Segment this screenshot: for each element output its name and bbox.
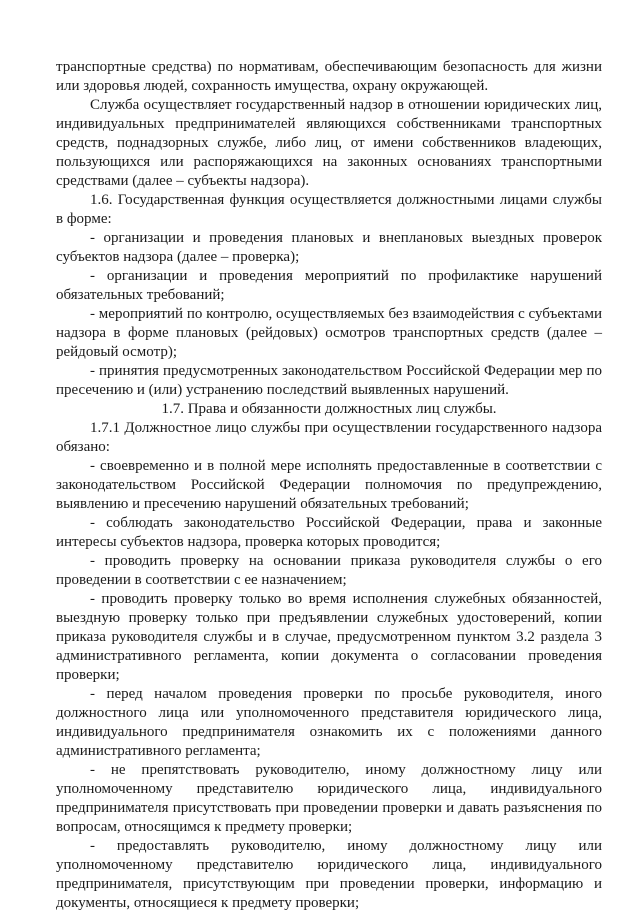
- list-item-raid-inspection: - мероприятий по контролю, осуществляемых без взаимодействия с субъектами надзора в форме плановых (рейдовых) осмотров транспортных средств (далее – рейдовый осмотр);: [56, 306, 602, 360]
- list-item-duty-order: - проводить проверку на основании приказа руководителя службы о его проведении в соответствии с ее назначением;: [56, 553, 602, 588]
- list-item-measures: - принятия предусмотренных законодательством Российской Федерации мер по пресечению и (или) устранению последствий выявленных нарушений.: [56, 363, 602, 398]
- paragraph-vehicles-standards: транспортные средства) по нормативам, обеспечивающим безопасность для жизни или здоровья людей, сохранность имущества, охрану окружающей.: [56, 59, 602, 94]
- list-item-duty-powers: - своевременно и в полной мере исполнять предоставленные в соответствии с законодательством Российской Федерации полномочия по предупреждению, выявлению и пресечению нарушений обязательных требований;: [56, 458, 602, 512]
- list-item-duty-familiarize: - перед началом проведения проверки по просьбе руководителя, иного должностного лица или уполномоченного представителя юридического лица, индивидуального предпринимателя ознакомить их с положениями данного административного регламента;: [56, 686, 602, 759]
- document-page: [56, 58, 602, 913]
- list-item-inspections: - организации и проведения плановых и внеплановых выездных проверок субъектов надзора (далее – проверка);: [56, 230, 602, 265]
- list-item-duty-provide-info: - предоставлять руководителю, иному должностному лицу или уполномоченному представителю юридического лица, индивидуального предпринимателя, присутствующим при проведении проверки, информацию и документы, относящиеся к предмету проверки;: [56, 838, 602, 911]
- list-item-duty-time: - проводить проверку только во время исполнения служебных обязанностей, выездную проверку только при предъявлении служебных удостоверений, копии приказа руководителя службы и в случае, предусмотренном пунктом 3.2 раздела 3 административного регламента, копии документа о согласовании проведения проверки;: [56, 591, 602, 683]
- paragraph-1-6: 1.6. Государственная функция осуществляется должностными лицами службы в форме:: [56, 192, 602, 227]
- paragraph-1-7-1: 1.7.1 Должностное лицо службы при осуществлении государственного надзора обязано:: [56, 420, 602, 455]
- list-item-duty-legislation: - соблюдать законодательство Российской Федерации, права и законные интересы субъектов надзора, проверка которых проводится;: [56, 515, 602, 550]
- list-item-prevention: - организации и проведения мероприятий по профилактике нарушений обязательных требований;: [56, 268, 602, 303]
- section-heading-1-7: 1.7. Права и обязанности должностных лиц службы.: [161, 401, 497, 417]
- paragraph-service-supervision: Служба осуществляет государственный надзор в отношении юридических лиц, индивидуальных предпринимателей являющихся собственниками транспортных средств, поднадзорных службе, либо лиц, от имени собственников владеющих, пользующихся или распоряжающихся на законных основаниях транспортными средствами (далее – субъекты надзора).: [56, 97, 602, 189]
- list-item-duty-not-obstruct: - не препятствовать руководителю, иному должностному лицу или уполномоченному представителю юридического лица, индивидуального предпринимателя присутствовать при проведении проверки и давать разъяснения по вопросам, относящимся к предмету проверки;: [56, 762, 602, 835]
